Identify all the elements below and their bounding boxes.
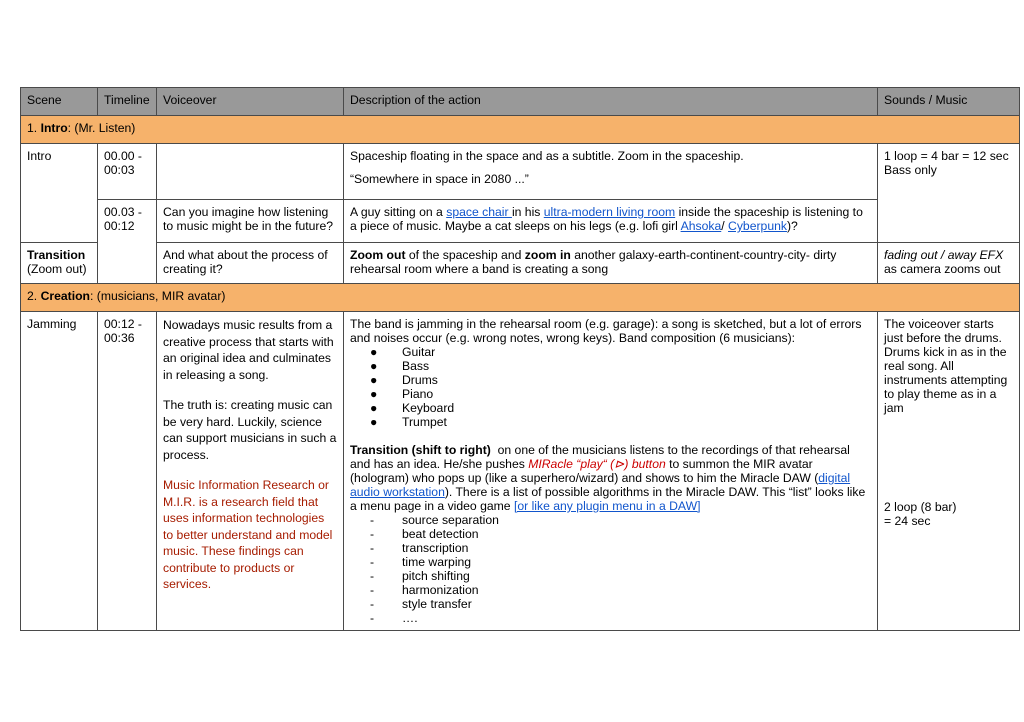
instrument-name: Guitar <box>402 345 436 359</box>
bullet-icon: ● <box>370 345 378 359</box>
list-item <box>350 541 871 555</box>
algorithm-name: harmonization <box>402 583 479 597</box>
timeline-cell: 00.00 - 00:03 <box>98 144 157 200</box>
miracle-play-button-text: MIRacle “play“ (⊳) button <box>528 457 666 471</box>
dash-icon: - <box>370 555 375 569</box>
timeline-cell: 00.03 - 00:12 <box>98 200 157 284</box>
voiceover-cell <box>157 144 344 200</box>
section-subtitle: : (Mr. Listen) <box>67 121 136 135</box>
section-intro-row <box>21 116 1020 144</box>
sounds-text: = 24 sec <box>884 514 931 528</box>
link-plugin-menu[interactable]: [or like any plugin menu in a DAW] <box>513 499 701 513</box>
link-space-chair[interactable]: space chair <box>446 205 512 219</box>
algorithm-name: beat detection <box>402 527 479 541</box>
algorithm-name: …. <box>402 611 418 625</box>
list-item <box>350 415 871 429</box>
dash-icon: - <box>370 597 375 611</box>
list-item <box>350 555 871 569</box>
sounds-text: 1 loop = 4 bar = 12 sec <box>884 149 1009 163</box>
sounds-text: as camera zooms out <box>884 262 1001 276</box>
link-living-room[interactable]: ultra-modern living room <box>543 205 676 219</box>
voiceover-paragraph: Nowadays music results from a creative process that starts with an original idea and culminates in releasing a song. <box>163 318 334 382</box>
scene-subtitle: (Zoom out) <box>27 262 87 276</box>
sounds-text: The voiceover starts just before the drums. Drums kick in as in the real song. All instruments attempting to play theme as in a jam <box>884 317 1008 415</box>
section-title: Intro <box>40 121 68 135</box>
instrument-name: Bass <box>402 359 430 373</box>
script-table <box>20 87 1020 631</box>
transition-label: Transition (shift to right) <box>350 443 491 457</box>
sounds-text: Bass only <box>884 163 937 177</box>
description-text: in his <box>511 205 544 219</box>
dash-icon: - <box>370 583 375 597</box>
sounds-cell <box>878 312 1020 631</box>
sounds-text: 2 loop (8 bar) <box>884 500 957 514</box>
header-description: Description of the action <box>344 88 878 116</box>
algorithm-name: transcription <box>402 541 469 555</box>
list-item <box>350 345 871 359</box>
description-text: / <box>721 219 729 233</box>
dash-icon: - <box>370 513 375 527</box>
description-cell <box>344 243 878 284</box>
algorithm-name: source separation <box>402 513 499 527</box>
voiceover-paragraph: The truth is: creating music can be very hard. Luckily, science can support musicians in such a process. <box>163 398 337 462</box>
sounds-cell <box>878 243 1020 284</box>
bullet-icon: ● <box>370 415 378 429</box>
section-intro-title <box>21 116 1020 144</box>
instrument-name: Piano <box>402 387 434 401</box>
dash-icon: - <box>370 569 375 583</box>
scene-title: Transition <box>27 248 86 262</box>
section-number: 2. <box>27 289 38 303</box>
sounds-effect: fading out / away EFX <box>884 248 1004 262</box>
algorithm-name: pitch shifting <box>402 569 470 583</box>
algorithm-name: time warping <box>402 555 472 569</box>
section-title: Creation <box>40 289 90 303</box>
description-text: on one of the musicians listens to the recordings of that rehearsal and has an idea. He/she pushes <box>350 443 854 471</box>
description-cell <box>344 312 878 631</box>
description-bold: zoom in <box>524 248 571 262</box>
instrument-name: Keyboard <box>402 401 455 415</box>
header-sounds: Sounds / Music <box>878 88 1020 116</box>
voiceover-cell: Can you imagine how listening to music might be in the future? <box>157 200 344 243</box>
list-item <box>350 387 871 401</box>
header-timeline: Timeline <box>98 88 157 116</box>
header-row <box>21 88 1020 116</box>
section-creation-row <box>21 284 1020 312</box>
description-text: to summon the MIR avatar (hologram) who pops up (like a superhero/wizard) and shows to him the Miracle DAW ( <box>350 457 819 485</box>
instrument-name: Trumpet <box>402 415 447 429</box>
description-text: inside the spaceship is listening to a piece of music. Maybe a cat sleeps on his legs (e.g. lofi girl <box>350 205 863 233</box>
bullet-icon: ● <box>370 387 378 401</box>
link-daw[interactable]: digital audio workstation <box>350 471 851 499</box>
dash-icon: - <box>370 541 375 555</box>
scene-cell: Intro <box>21 144 98 243</box>
list-item <box>350 401 871 415</box>
header-scene: Scene <box>21 88 98 116</box>
section-subtitle: : (musicians, MIR avatar) <box>90 289 226 303</box>
section-creation-title <box>21 284 1020 312</box>
description-text: A guy sitting on a <box>350 205 447 219</box>
header-voiceover: Voiceover <box>157 88 344 116</box>
instrument-name: Drums <box>402 373 438 387</box>
description-text: another galaxy-earth-continent-country-city- dirty rehearsal room where a band is creating a song <box>350 248 837 276</box>
section-number: 1. <box>27 121 38 135</box>
algorithm-list <box>350 513 871 625</box>
mir-definition: Music Information Research or M.I.R. is a research field that uses information technologies to better understand and model music. These findings can contribute to products or services. <box>163 478 333 591</box>
list-item <box>350 611 871 625</box>
list-item <box>350 373 871 387</box>
bullet-icon: ● <box>370 359 378 373</box>
transition-description <box>350 443 871 513</box>
intro-row-1 <box>21 144 1020 200</box>
link-cyberpunk[interactable]: Cyberpunk <box>728 219 787 233</box>
bullet-icon: ● <box>370 373 378 387</box>
voiceover-cell <box>157 312 344 631</box>
list-item <box>350 597 871 611</box>
instrument-list <box>350 345 871 429</box>
list-item <box>350 583 871 597</box>
description-cell <box>344 200 878 243</box>
voiceover-cell: And what about the process of creating it? <box>157 243 344 284</box>
subtitle-quote: “Somewhere in space in 2080 ...” <box>350 172 529 186</box>
dash-icon: - <box>370 527 375 541</box>
jamming-row <box>21 312 1020 631</box>
scene-cell: Jamming <box>21 312 98 631</box>
link-ahsoka[interactable]: Ahsoka <box>680 219 722 233</box>
description-text: ). There is a list of possible algorithms in the Miracle DAW. This “list” looks like a menu page in a video game <box>350 485 866 513</box>
algorithm-name: style transfer <box>402 597 472 611</box>
description-text: Spaceship floating in the space and as a subtitle. Zoom in the spaceship. <box>350 149 744 163</box>
timeline-cell: 00:12 - 00:36 <box>98 312 157 631</box>
dash-icon: - <box>370 611 375 625</box>
description-cell <box>344 144 878 200</box>
list-item <box>350 569 871 583</box>
description-text: of the spaceship and <box>405 248 525 262</box>
transition-row <box>21 243 1020 284</box>
intro-row-2 <box>21 200 1020 243</box>
list-item <box>350 527 871 541</box>
description-text: The band is jamming in the rehearsal room (e.g. garage): a song is sketched, but a lot of errors and noises occur (e.g. wrong notes, wrong keys). Band composition (6 musicians): <box>350 317 862 345</box>
bullet-icon: ● <box>370 401 378 415</box>
scene-cell <box>21 243 98 284</box>
list-item <box>350 513 871 527</box>
sounds-cell <box>878 144 1020 243</box>
description-text: )? <box>786 219 798 233</box>
list-item <box>350 359 871 373</box>
description-bold: Zoom out <box>350 248 406 262</box>
